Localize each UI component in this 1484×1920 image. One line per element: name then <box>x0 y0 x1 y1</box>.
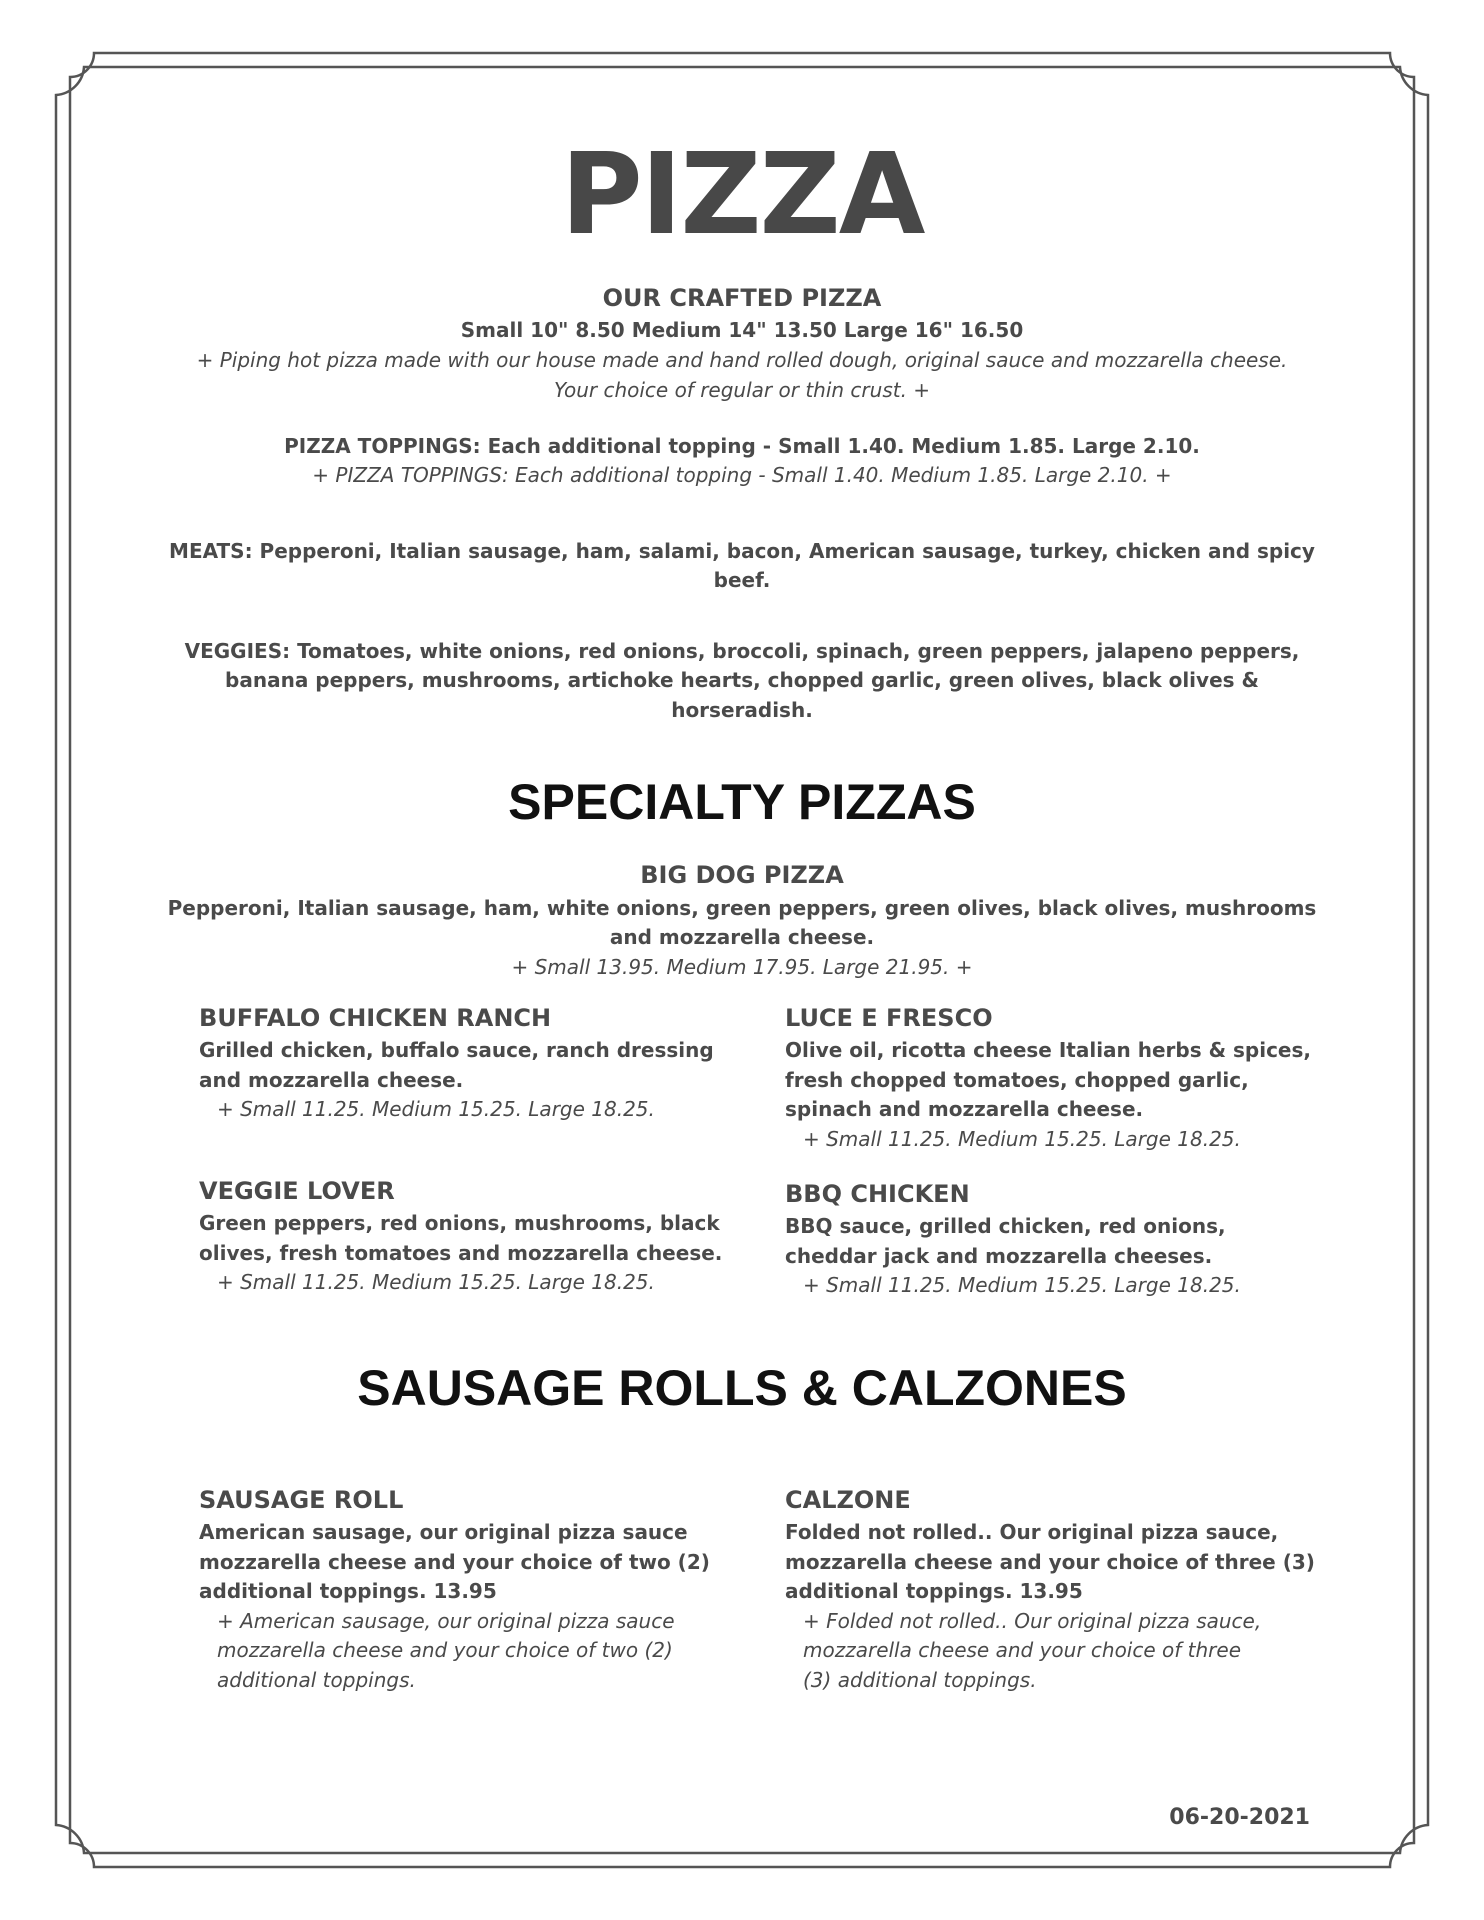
toppings-italic-line: + PIZZA TOPPINGS: Each additional topping - Small 1.40. Medium 1.85. Large 2.10. + <box>312 463 1172 487</box>
item-desc-line3: spinach and mozzarella cheese. <box>785 1097 1144 1121</box>
big-dog-name: BIG DOG PIZZA <box>640 861 844 889</box>
item-desc-line3: additional toppings. 13.95 <box>785 1579 1083 1603</box>
item-desc-line1: Olive oil, ricotta cheese Italian herbs & spices, <box>785 1038 1311 1062</box>
big-dog-desc-line2: and mozzarella cheese. <box>609 925 875 949</box>
specialty-pizzas-heading: SPECIALTY PIZZAS <box>508 774 976 830</box>
item-desc-line2: fresh chopped tomatoes, chopped garlic, <box>785 1067 1249 1092</box>
veggies-line3: horseradish. <box>671 698 813 722</box>
big-dog-price: + Small 13.95. Medium 17.95. Large 21.95. + <box>511 955 973 979</box>
item-alt-line2: mozzarella cheese and your choice of two (2) <box>217 1638 673 1662</box>
sausage-rolls-calzones-heading: SAUSAGE ROLLS & CALZONES <box>357 1360 1127 1416</box>
toppings-bold-line: PIZZA TOPPINGS: Each additional topping - Small 1.40. Medium 1.85. Large 2.10. <box>284 434 1200 458</box>
item-alt-line1: + Folded not rolled.. Our original pizza sauce, <box>803 1608 1262 1633</box>
item-price: + Small 11.25. Medium 15.25. Large 18.25. <box>217 1270 655 1294</box>
item-name: BUFFALO CHICKEN RANCH <box>199 1004 552 1032</box>
item-alt-line1: + American sausage, our original pizza sauce <box>217 1608 675 1633</box>
menu-item-sausage-roll <box>199 1485 759 1695</box>
crafted-pizza-heading: OUR CRAFTED PIZZA <box>602 284 882 312</box>
menu-item-luce-e-fresco <box>785 1003 1345 1154</box>
item-name: VEGGIE LOVER <box>199 1177 395 1205</box>
menu-date: 06-20-2021 <box>1169 1805 1310 1830</box>
menu-item-veggie-lover <box>199 1176 759 1298</box>
item-desc-line1: Green peppers, red onions, mushrooms, black <box>199 1211 720 1235</box>
big-dog-desc-line1: Pepperoni, Italian sausage, ham, white onions, green peppers, green olives, black olives, mushrooms <box>167 896 1317 920</box>
item-desc-line3: additional toppings. 13.95 <box>199 1579 497 1603</box>
item-name: BBQ CHICKEN <box>785 1180 970 1208</box>
item-price: + Small 11.25. Medium 15.25. Large 18.25. <box>803 1126 1241 1151</box>
item-alt-line3: additional toppings. <box>217 1667 416 1692</box>
item-desc-line1: American sausage, our original pizza sauce <box>199 1520 688 1544</box>
menu-item-buffalo-chicken-ranch <box>199 1003 759 1125</box>
veggies-line2: banana peppers, mushrooms, artichoke hearts, chopped garlic, green olives, black olives & <box>225 668 1259 692</box>
menu-item-bbq-chicken <box>785 1179 1345 1301</box>
meats-line1: MEATS: Pepperoni, Italian sausage, ham, salami, bacon, American sausage, turkey, chicken and spicy <box>169 539 1315 563</box>
item-name: LUCE E FRESCO <box>785 1004 993 1032</box>
item-desc-line2: cheddar jack and mozzarella cheeses. <box>785 1243 1213 1268</box>
meats-line2: beef. <box>713 568 771 592</box>
item-desc-line2: mozzarella cheese and your choice of three (3) <box>785 1549 1315 1574</box>
item-desc-line2: mozzarella cheese and your choice of two (2) <box>199 1549 710 1574</box>
crafted-pizza-sizes: Small 10" 8.50 Medium 14" 13.50 Large 16" 16.50 <box>460 318 1024 342</box>
item-name: SAUSAGE ROLL <box>199 1486 404 1514</box>
item-alt-line3: (3) additional toppings. <box>803 1667 1037 1692</box>
item-price: + Small 11.25. Medium 15.25. Large 18.25. <box>803 1273 1241 1297</box>
item-name: CALZONE <box>785 1486 911 1514</box>
item-price: + Small 11.25. Medium 15.25. Large 18.25. <box>217 1097 655 1121</box>
item-desc-line1: Folded not rolled.. Our original pizza sauce, <box>785 1520 1279 1544</box>
item-desc-line1: Grilled chicken, buffalo sauce, ranch dressing <box>199 1038 714 1062</box>
veggies-line1: VEGGIES: Tomatoes, white onions, red onions, broccoli, spinach, green peppers, jalapeno peppers, <box>184 639 1300 663</box>
crafted-pizza-desc-line2: Your choice of regular or thin crust. + <box>553 378 931 402</box>
item-desc-line2: olives, fresh tomatoes and mozzarella cheese. <box>199 1240 723 1265</box>
item-alt-line2: mozzarella cheese and your choice of three <box>803 1638 1242 1662</box>
item-desc-line2: and mozzarella cheese. <box>199 1067 464 1092</box>
menu-item-calzone <box>785 1485 1345 1695</box>
crafted-pizza-desc-line1: + Piping hot pizza made with our house made and hand rolled dough, original sauce and mozzarella cheese. <box>196 348 1288 372</box>
item-desc-line1: BBQ sauce, grilled chicken, red onions, <box>785 1214 1226 1238</box>
page-title: PIZZA <box>560 130 924 260</box>
